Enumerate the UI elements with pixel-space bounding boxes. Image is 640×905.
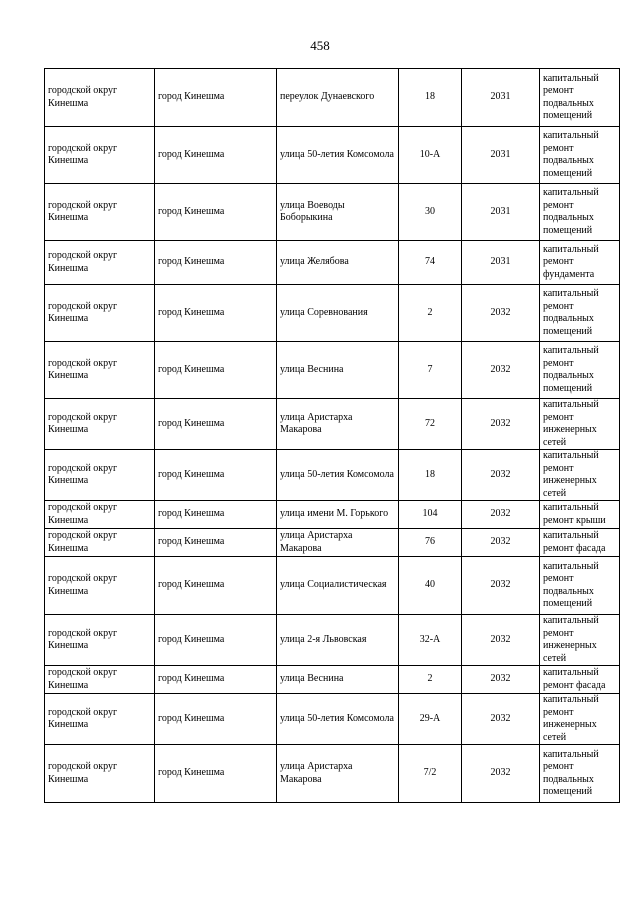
work-type-cell: капитальный ремонт фундамента bbox=[540, 241, 620, 285]
table-row bbox=[45, 501, 620, 529]
municipality-cell: городской округ Кинешма bbox=[45, 501, 155, 529]
work-type-cell: капитальный ремонт инженерных сетей bbox=[540, 615, 620, 666]
work-type-cell: капитальный ремонт подвальных помещений bbox=[540, 557, 620, 615]
settlement-cell: город Кинешма bbox=[155, 450, 277, 501]
street-cell: улица Аристарха Макарова bbox=[277, 399, 399, 450]
work-type-cell: капитальный ремонт крыши bbox=[540, 501, 620, 529]
work-type-cell: капитальный ремонт инженерных сетей bbox=[540, 399, 620, 450]
house-number-cell: 7/2 bbox=[399, 745, 462, 803]
work-type-cell: капитальный ремонт инженерных сетей bbox=[540, 694, 620, 745]
street-cell: улица Веснина bbox=[277, 342, 399, 399]
table-row bbox=[45, 666, 620, 694]
municipality-cell: городской округ Кинешма bbox=[45, 241, 155, 285]
year-cell: 2032 bbox=[462, 615, 540, 666]
work-type-cell: капитальный ремонт подвальных помещений bbox=[540, 127, 620, 184]
house-number-cell: 30 bbox=[399, 184, 462, 241]
work-type-cell: капитальный ремонт подвальных помещений bbox=[540, 745, 620, 803]
street-cell: улица Веснина bbox=[277, 666, 399, 694]
settlement-cell: город Кинешма bbox=[155, 666, 277, 694]
street-cell: улица 50-летия Комсомола bbox=[277, 694, 399, 745]
settlement-cell: город Кинешма bbox=[155, 615, 277, 666]
year-cell: 2032 bbox=[462, 745, 540, 803]
house-number-cell: 2 bbox=[399, 285, 462, 342]
work-type-cell: капитальный ремонт подвальных помещений bbox=[540, 285, 620, 342]
year-cell: 2032 bbox=[462, 399, 540, 450]
year-cell: 2032 bbox=[462, 285, 540, 342]
page-number: 458 bbox=[310, 38, 330, 53]
street-cell: улица Соревнования bbox=[277, 285, 399, 342]
settlement-cell: город Кинешма bbox=[155, 529, 277, 557]
work-type-cell: капитальный ремонт подвальных помещений bbox=[540, 69, 620, 127]
table-row bbox=[45, 529, 620, 557]
work-type-cell: капитальный ремонт инженерных сетей bbox=[540, 450, 620, 501]
work-type-cell: капитальный ремонт фасада bbox=[540, 529, 620, 557]
table-row bbox=[45, 342, 620, 399]
municipality-cell: городской округ Кинешма bbox=[45, 69, 155, 127]
municipality-cell: городской округ Кинешма bbox=[45, 399, 155, 450]
year-cell: 2032 bbox=[462, 694, 540, 745]
street-cell: улица Желябова bbox=[277, 241, 399, 285]
house-number-cell: 10-А bbox=[399, 127, 462, 184]
year-cell: 2031 bbox=[462, 241, 540, 285]
table-row bbox=[45, 127, 620, 184]
table-row bbox=[45, 399, 620, 450]
house-number-cell: 104 bbox=[399, 501, 462, 529]
table-row bbox=[45, 745, 620, 803]
work-type-cell: капитальный ремонт подвальных помещений bbox=[540, 342, 620, 399]
municipality-cell: городской округ Кинешма bbox=[45, 127, 155, 184]
settlement-cell: город Кинешма bbox=[155, 285, 277, 342]
repair-schedule-table bbox=[44, 68, 620, 803]
settlement-cell: город Кинешма bbox=[155, 399, 277, 450]
house-number-cell: 74 bbox=[399, 241, 462, 285]
year-cell: 2032 bbox=[462, 450, 540, 501]
house-number-cell: 76 bbox=[399, 529, 462, 557]
municipality-cell: городской округ Кинешма bbox=[45, 666, 155, 694]
municipality-cell: городской округ Кинешма bbox=[45, 450, 155, 501]
municipality-cell: городской округ Кинешма bbox=[45, 342, 155, 399]
house-number-cell: 2 bbox=[399, 666, 462, 694]
year-cell: 2032 bbox=[462, 529, 540, 557]
year-cell: 2032 bbox=[462, 501, 540, 529]
house-number-cell: 18 bbox=[399, 69, 462, 127]
house-number-cell: 29-А bbox=[399, 694, 462, 745]
settlement-cell: город Кинешма bbox=[155, 127, 277, 184]
street-cell: улица Аристарха Макарова bbox=[277, 745, 399, 803]
street-cell: улица Воеводы Боборыкина bbox=[277, 184, 399, 241]
year-cell: 2031 bbox=[462, 127, 540, 184]
table-row bbox=[45, 557, 620, 615]
house-number-cell: 32-А bbox=[399, 615, 462, 666]
table-row bbox=[45, 450, 620, 501]
house-number-cell: 7 bbox=[399, 342, 462, 399]
settlement-cell: город Кинешма bbox=[155, 501, 277, 529]
settlement-cell: город Кинешма bbox=[155, 342, 277, 399]
municipality-cell: городской округ Кинешма bbox=[45, 745, 155, 803]
work-type-cell: капитальный ремонт фасада bbox=[540, 666, 620, 694]
house-number-cell: 18 bbox=[399, 450, 462, 501]
settlement-cell: город Кинешма bbox=[155, 557, 277, 615]
year-cell: 2032 bbox=[462, 557, 540, 615]
street-cell: улица Аристарха Макарова bbox=[277, 529, 399, 557]
street-cell: улица Социалистическая bbox=[277, 557, 399, 615]
table-row bbox=[45, 694, 620, 745]
settlement-cell: город Кинешма bbox=[155, 745, 277, 803]
municipality-cell: городской округ Кинешма bbox=[45, 557, 155, 615]
year-cell: 2031 bbox=[462, 184, 540, 241]
street-cell: улица 50-летия Комсомола bbox=[277, 450, 399, 501]
table-row bbox=[45, 285, 620, 342]
municipality-cell: городской округ Кинешма bbox=[45, 529, 155, 557]
settlement-cell: город Кинешма bbox=[155, 241, 277, 285]
work-type-cell: капитальный ремонт подвальных помещений bbox=[540, 184, 620, 241]
street-cell: переулок Дунаевского bbox=[277, 69, 399, 127]
house-number-cell: 40 bbox=[399, 557, 462, 615]
street-cell: улица 2-я Львовская bbox=[277, 615, 399, 666]
year-cell: 2031 bbox=[462, 69, 540, 127]
settlement-cell: город Кинешма bbox=[155, 184, 277, 241]
table-row bbox=[45, 184, 620, 241]
municipality-cell: городской округ Кинешма bbox=[45, 285, 155, 342]
municipality-cell: городской округ Кинешма bbox=[45, 184, 155, 241]
settlement-cell: город Кинешма bbox=[155, 69, 277, 127]
street-cell: улица имени М. Горького bbox=[277, 501, 399, 529]
table-row bbox=[45, 69, 620, 127]
street-cell: улица 50-летия Комсомола bbox=[277, 127, 399, 184]
year-cell: 2032 bbox=[462, 342, 540, 399]
house-number-cell: 72 bbox=[399, 399, 462, 450]
table-row bbox=[45, 615, 620, 666]
municipality-cell: городской округ Кинешма bbox=[45, 615, 155, 666]
year-cell: 2032 bbox=[462, 666, 540, 694]
municipality-cell: городской округ Кинешма bbox=[45, 694, 155, 745]
settlement-cell: город Кинешма bbox=[155, 694, 277, 745]
table-row bbox=[45, 241, 620, 285]
